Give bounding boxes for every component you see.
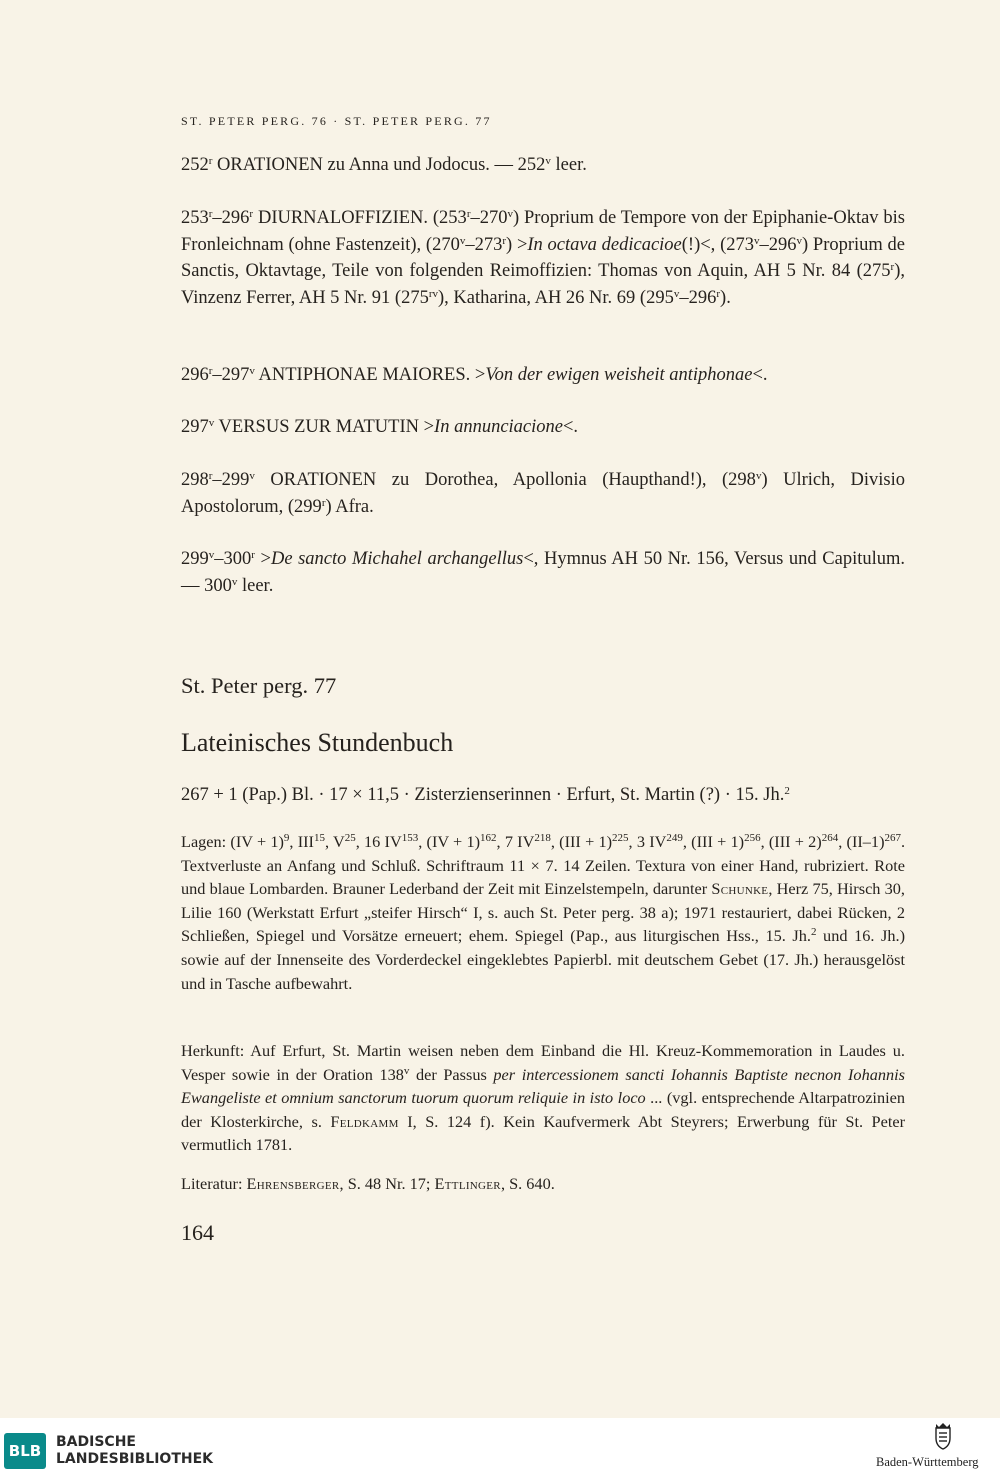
herkunft-paragraph: Herkunft: Auf Erfurt, St. Martin weisen neben dem Einband die Hl. Kreuz-Kommemoration in Laudes u. Vesper sowie in der Oration 138$^v$ der Passus per intercessionem sancti Iohannis Baptiste necnon Iohannis Ewangeliste et omnium sanctorum tuorum quorum reliquie in isto loco ... (vgl. entsprechende Altarpatrozinien der Klosterkirche, s. Feldkamm I, S. 124 f). Kein Kaufvermerk Abt Steyrers; Erwerbung für St. Peter vermutlich 1781. bbox=[181, 1041, 905, 1155]
literatur-paragraph: Literatur: Ehrensberger, S. 48 Nr. 17; Ettlinger, S. 640. bbox=[181, 1174, 555, 1193]
lagen-paragraph: Lagen: (IV + 1)$^9$, III$^{15}$, $V^{25}$, 16 IV$^{153}$, (IV + 1)$^{162}$, 7 IV$^{218}$, (III + 1)$^{225}$, 3 IV$^{249}$, (III + 1)$^{256}$, (III + 2)$^{264}$, $(II-1)^{267}$. Textverluste an Anfang und Schluß. Schriftraum 11 × 7. 14 Zeilen. Textura von einer Hand, rubriziert. Rote und blaue Lombarden. Brauner Lederband der Zeit mit Einzelstempeln, darunter Schunke, Herz 75, Hirsch 30, Lilie 160 (Werkstatt Erfurt „steifer Hirsch“ I, s. auch St. Peter perg. 38 a); 1971 restauriert, dabei Rücken, 2 Schließen, Spiegel und Vorsätze erneuert; ehem. Spiegel (Pap., aus liturgischen Hss., 15. Jh.$^2$ und 16. Jh.) sowie auf der Innenseite des Vorderdeckel eingeklebtes Papierbl. mit deutschem Gebet (17. Jh.) herausgelöst und in Tasche aufbewahrt. bbox=[181, 832, 906, 993]
library-name[interactable]: BADISCHE LANDESBIBLIOTHEK bbox=[56, 1434, 214, 1467]
running-head: ST. PETER PERG. 76 · ST. PETER PERG. 77 bbox=[181, 114, 492, 128]
physical-description: 267 + 1 (Pap.) Bl. · 17 × 11,5 · Zisterzienserinnen · Erfurt, St. Martin (?) · 15. Jh.$^2$ bbox=[181, 785, 790, 805]
coat-of-arms-icon bbox=[928, 1422, 958, 1452]
manuscript-title: Lateinisches Stundenbuch bbox=[181, 728, 454, 757]
entry-296-297: 296$^r$–297$^v$ ANTIPHONAE MAIORES. >Von der ewigen weisheit antiphonae<. bbox=[181, 365, 768, 385]
shelfmark-heading: St. Peter perg. 77 bbox=[181, 673, 337, 698]
entry-298-299: 298$^r$–299$^v$ ORATIONEN zu Dorothea, Apollonia (Haupthand!), (298$^v$) Ulrich, Divisio Apostolorum, (299$^r$) Afra. bbox=[181, 470, 905, 517]
blb-logo[interactable]: BLB bbox=[4, 1433, 46, 1469]
page-number: 164 bbox=[181, 1220, 214, 1245]
state-name: Baden-Württemberg bbox=[876, 1455, 979, 1469]
entry-253-296: 253$^r$–296$^r$ DIURNALOFFIZIEN. (253$^r$–270$^v$) Proprium de Tempore von der Epiphanie-Oktav bis Fronleichnam (ohne Fastenzeit), $(270^v-273^r) >In$ octava dedicacioe(!)<, (273$^v$–296$^v$) Proprium de Sanctis, Oktavtage, Teile von folgenden Reimoffizien: Thomas von Aquin, AH 5 Nr. 84 (275$^r$), Vinzenz Ferrer, AH 5 Nr. 91 $(275^{rv})$, Katharina, AH 26 Nr. 69 (295$^v$–296$^r$). bbox=[181, 208, 906, 308]
entry-252: 252$^r$ ORATIONEN zu Anna und Jodocus. — 252$^v$ leer. bbox=[181, 155, 587, 175]
entry-297: 297$^v$ VERSUS ZUR MATUTIN >In annunciacione<. bbox=[181, 417, 579, 437]
entry-299-300: $299^v-300^r >De$ sancto Michahel archangellus<, Hymnus AH 50 Nr. 156, Versus und Capitulum. — 300$^v$ leer. bbox=[181, 549, 906, 596]
